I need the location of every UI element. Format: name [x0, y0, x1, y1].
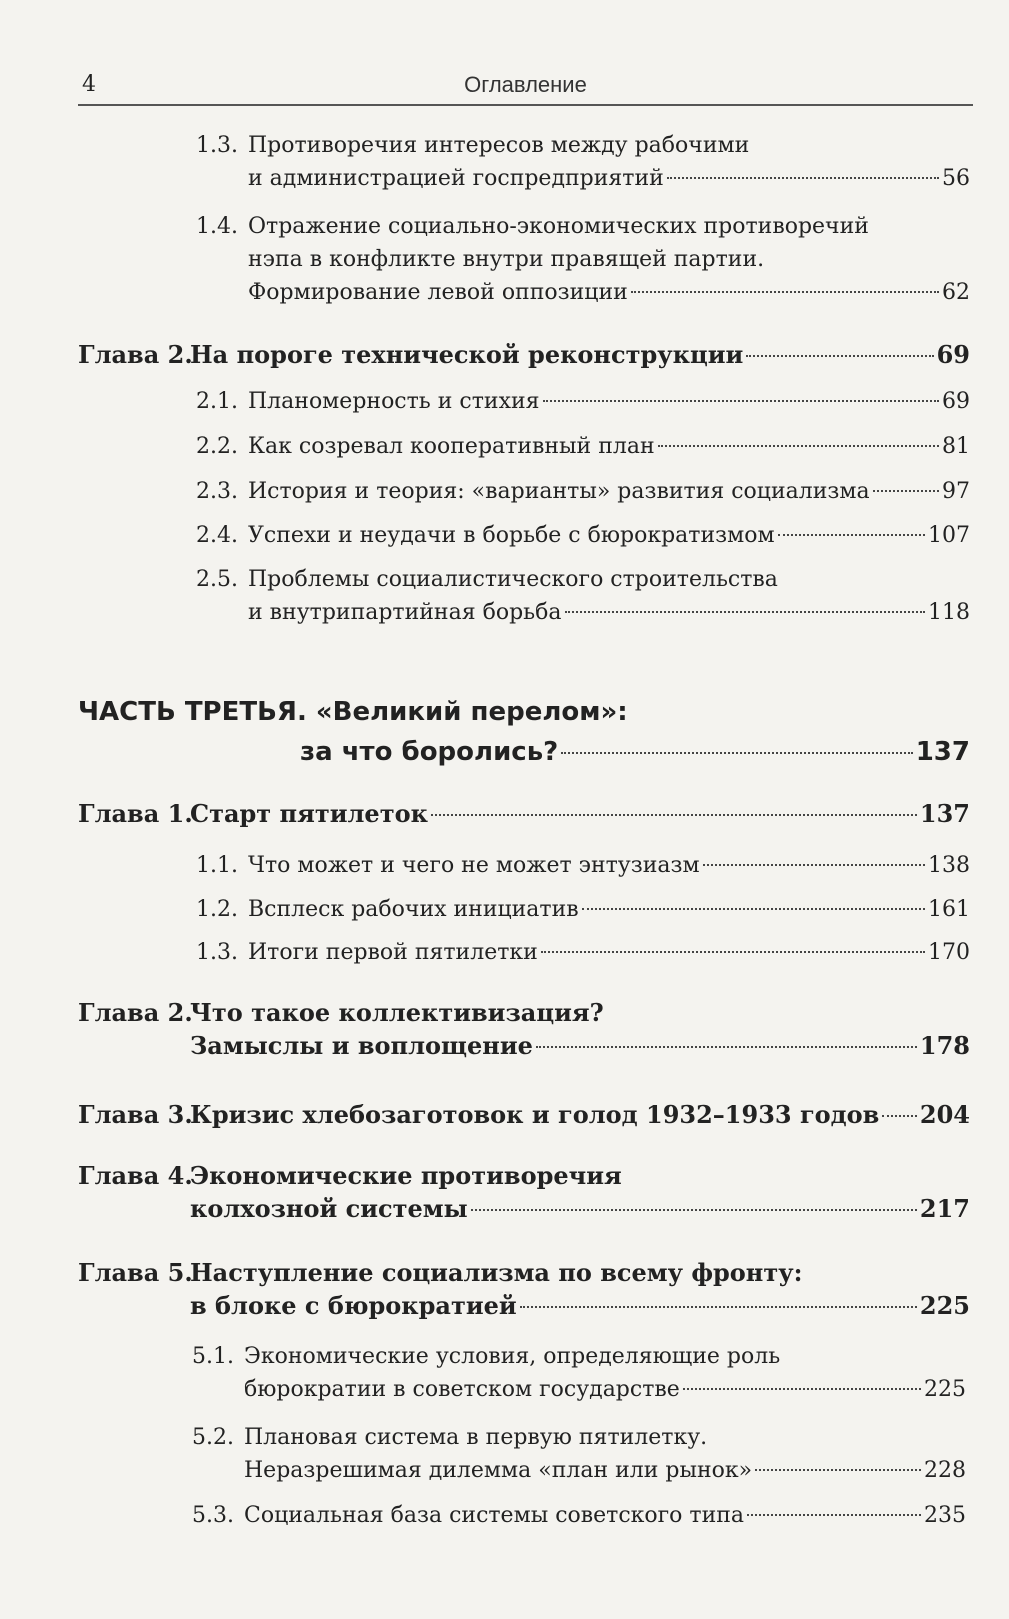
- entry-title-line: Формирование левой оппозиции: [248, 280, 628, 305]
- chapter-title-line: в блоке с бюрократией: [190, 1291, 517, 1320]
- toc-entry[interactable]: [192, 1340, 966, 1406]
- page-ref: 69: [942, 389, 970, 414]
- entry-number: 2.2.: [196, 434, 238, 459]
- toc-entry[interactable]: [196, 210, 970, 309]
- toc-entry[interactable]: [196, 849, 970, 882]
- entry-title-line: Плановая система в первую пятилетку.: [244, 1425, 708, 1450]
- page-ref: 118: [928, 600, 970, 625]
- toc-chapter[interactable]: [78, 797, 970, 830]
- entry-title-line: История и теория: «варианты» развития социализма: [248, 479, 870, 504]
- leader-dots: [561, 751, 912, 754]
- toc-entry[interactable]: [196, 563, 970, 629]
- leader-dots: [631, 290, 939, 293]
- entry-title-line: Итоги первой пятилетки: [248, 940, 538, 965]
- entry-title-line: Успехи и неудачи в борьбе с бюрократизмом: [248, 523, 775, 548]
- leader-dots: [778, 533, 925, 536]
- entry-title-line: и внутрипартийная борьба: [248, 600, 562, 625]
- entry-title-line: бюрократии в советском государстве: [244, 1377, 680, 1402]
- leader-dots: [471, 1208, 917, 1211]
- page-ref: 235: [924, 1503, 966, 1528]
- toc-chapter[interactable]: [78, 1256, 970, 1322]
- page-ref: 228: [924, 1458, 966, 1483]
- leader-dots: [536, 1045, 917, 1048]
- entry-number: 1.4.: [196, 214, 238, 239]
- entry-title-line: Проблемы социалистического строительства: [248, 567, 778, 592]
- page-ref: 170: [928, 940, 970, 965]
- entry-title-line: Всплеск рабочих инициатив: [248, 897, 579, 922]
- toc-part[interactable]: [78, 692, 970, 772]
- entry-number: 5.1.: [192, 1344, 234, 1369]
- page-ref: 69: [936, 340, 970, 369]
- chapter-title-line: Кризис хлебозаготовок и голод 1932–1933 годов: [190, 1100, 880, 1129]
- page-ref: 161: [928, 897, 970, 922]
- entry-title-line: Что может и чего не может энтузиазм: [248, 853, 700, 878]
- entry-number: 2.1.: [196, 389, 238, 414]
- leader-dots: [683, 1387, 921, 1390]
- part-title-line: ЧАСТЬ ТРЕТЬЯ. «Великий перелом»:: [78, 697, 628, 727]
- chapter-title-line: Наступление социализма по всему фронту:: [190, 1258, 803, 1287]
- chapter-title-line: Старт пятилеток: [190, 799, 428, 828]
- chapter-number: Глава 1.: [78, 799, 193, 828]
- toc-entry[interactable]: [192, 1421, 966, 1487]
- leader-dots: [431, 813, 917, 816]
- toc-chapter[interactable]: [78, 338, 970, 371]
- page-ref: 225: [919, 1291, 970, 1320]
- page-ref: 62: [942, 280, 970, 305]
- page-header: [78, 68, 973, 106]
- leader-dots: [755, 1468, 921, 1471]
- entry-title-line: Неразрешимая дилемма «план или рынок»: [244, 1458, 753, 1483]
- part-title-line: за что боролись?: [300, 737, 559, 767]
- entry-number: 2.4.: [196, 523, 238, 548]
- entry-number: 2.5.: [196, 567, 238, 592]
- leader-dots: [658, 444, 939, 447]
- chapter-number: Глава 2.: [78, 340, 193, 369]
- leader-dots: [565, 610, 926, 613]
- entry-title-line: Отражение социально-экономических противоречий: [248, 214, 869, 239]
- leader-dots: [873, 489, 939, 492]
- chapter-number: Глава 2.: [78, 998, 193, 1027]
- leader-dots: [543, 399, 939, 402]
- entry-title-line: Планомерность и стихия: [248, 389, 540, 414]
- leader-dots: [582, 907, 925, 910]
- chapter-title-line: колхозной системы: [190, 1194, 468, 1223]
- toc-entry[interactable]: [196, 385, 970, 418]
- chapter-number: Глава 3.: [78, 1100, 193, 1129]
- entry-title-line: Как созревал кооперативный план: [248, 434, 655, 459]
- toc-entry[interactable]: [196, 475, 970, 508]
- entry-number: 1.2.: [196, 897, 238, 922]
- page-ref: 97: [942, 479, 970, 504]
- entry-number: 1.3.: [196, 133, 238, 158]
- page-ref: 138: [928, 853, 970, 878]
- chapter-title-line: Экономические противоречия: [190, 1161, 622, 1190]
- leader-dots: [747, 1513, 921, 1516]
- page-ref: 137: [915, 737, 970, 767]
- entry-title-line: Экономические условия, определяющие роль: [244, 1344, 781, 1369]
- leader-dots: [703, 863, 925, 866]
- chapter-number: Глава 4.: [78, 1161, 193, 1190]
- page-ref: 225: [924, 1377, 966, 1402]
- chapter-title-line: Что такое коллективизация?: [190, 998, 604, 1027]
- toc-chapter[interactable]: [78, 996, 970, 1062]
- page-ref: 217: [919, 1194, 970, 1223]
- page-ref: 107: [928, 523, 970, 548]
- entry-title-line: Противоречия интересов между рабочими: [248, 133, 750, 158]
- chapter-title-line: На пороге технической реконструкции: [190, 340, 744, 369]
- page-ref: 178: [919, 1031, 970, 1060]
- page-ref: 137: [919, 799, 970, 828]
- entry-number: 5.2.: [192, 1425, 234, 1450]
- page-ref: 56: [942, 166, 970, 191]
- chapter-number: Глава 5.: [78, 1258, 193, 1287]
- page-ref: 81: [942, 434, 970, 459]
- header-title: Оглавление: [464, 72, 587, 97]
- page-ref: 204: [919, 1100, 970, 1129]
- entry-number: 5.3.: [192, 1503, 234, 1528]
- toc-entry[interactable]: [192, 1499, 966, 1532]
- toc-entry[interactable]: [196, 519, 970, 552]
- entry-number: 1.1.: [196, 853, 238, 878]
- page-number: 4: [82, 72, 96, 97]
- toc-chapter[interactable]: [78, 1159, 970, 1225]
- entry-title-line: нэпа в конфликте внутри правящей партии.: [248, 247, 765, 272]
- leader-dots: [541, 950, 925, 953]
- leader-dots: [667, 176, 939, 179]
- toc-chapter[interactable]: [78, 1098, 970, 1131]
- toc-entry[interactable]: [196, 893, 970, 926]
- toc-entry[interactable]: [196, 936, 970, 969]
- entry-number: 2.3.: [196, 479, 238, 504]
- entry-title-line: Социальная база системы советского типа: [244, 1503, 745, 1528]
- chapter-title-line: Замыслы и воплощение: [190, 1031, 533, 1060]
- entry-number: 1.3.: [196, 940, 238, 965]
- entry-title-line: и администрацией госпредприятий: [248, 166, 664, 191]
- leader-dots: [882, 1114, 917, 1117]
- leader-dots: [520, 1305, 917, 1308]
- leader-dots: [746, 354, 933, 357]
- toc-entry[interactable]: [196, 129, 970, 195]
- toc-entry[interactable]: [196, 430, 970, 463]
